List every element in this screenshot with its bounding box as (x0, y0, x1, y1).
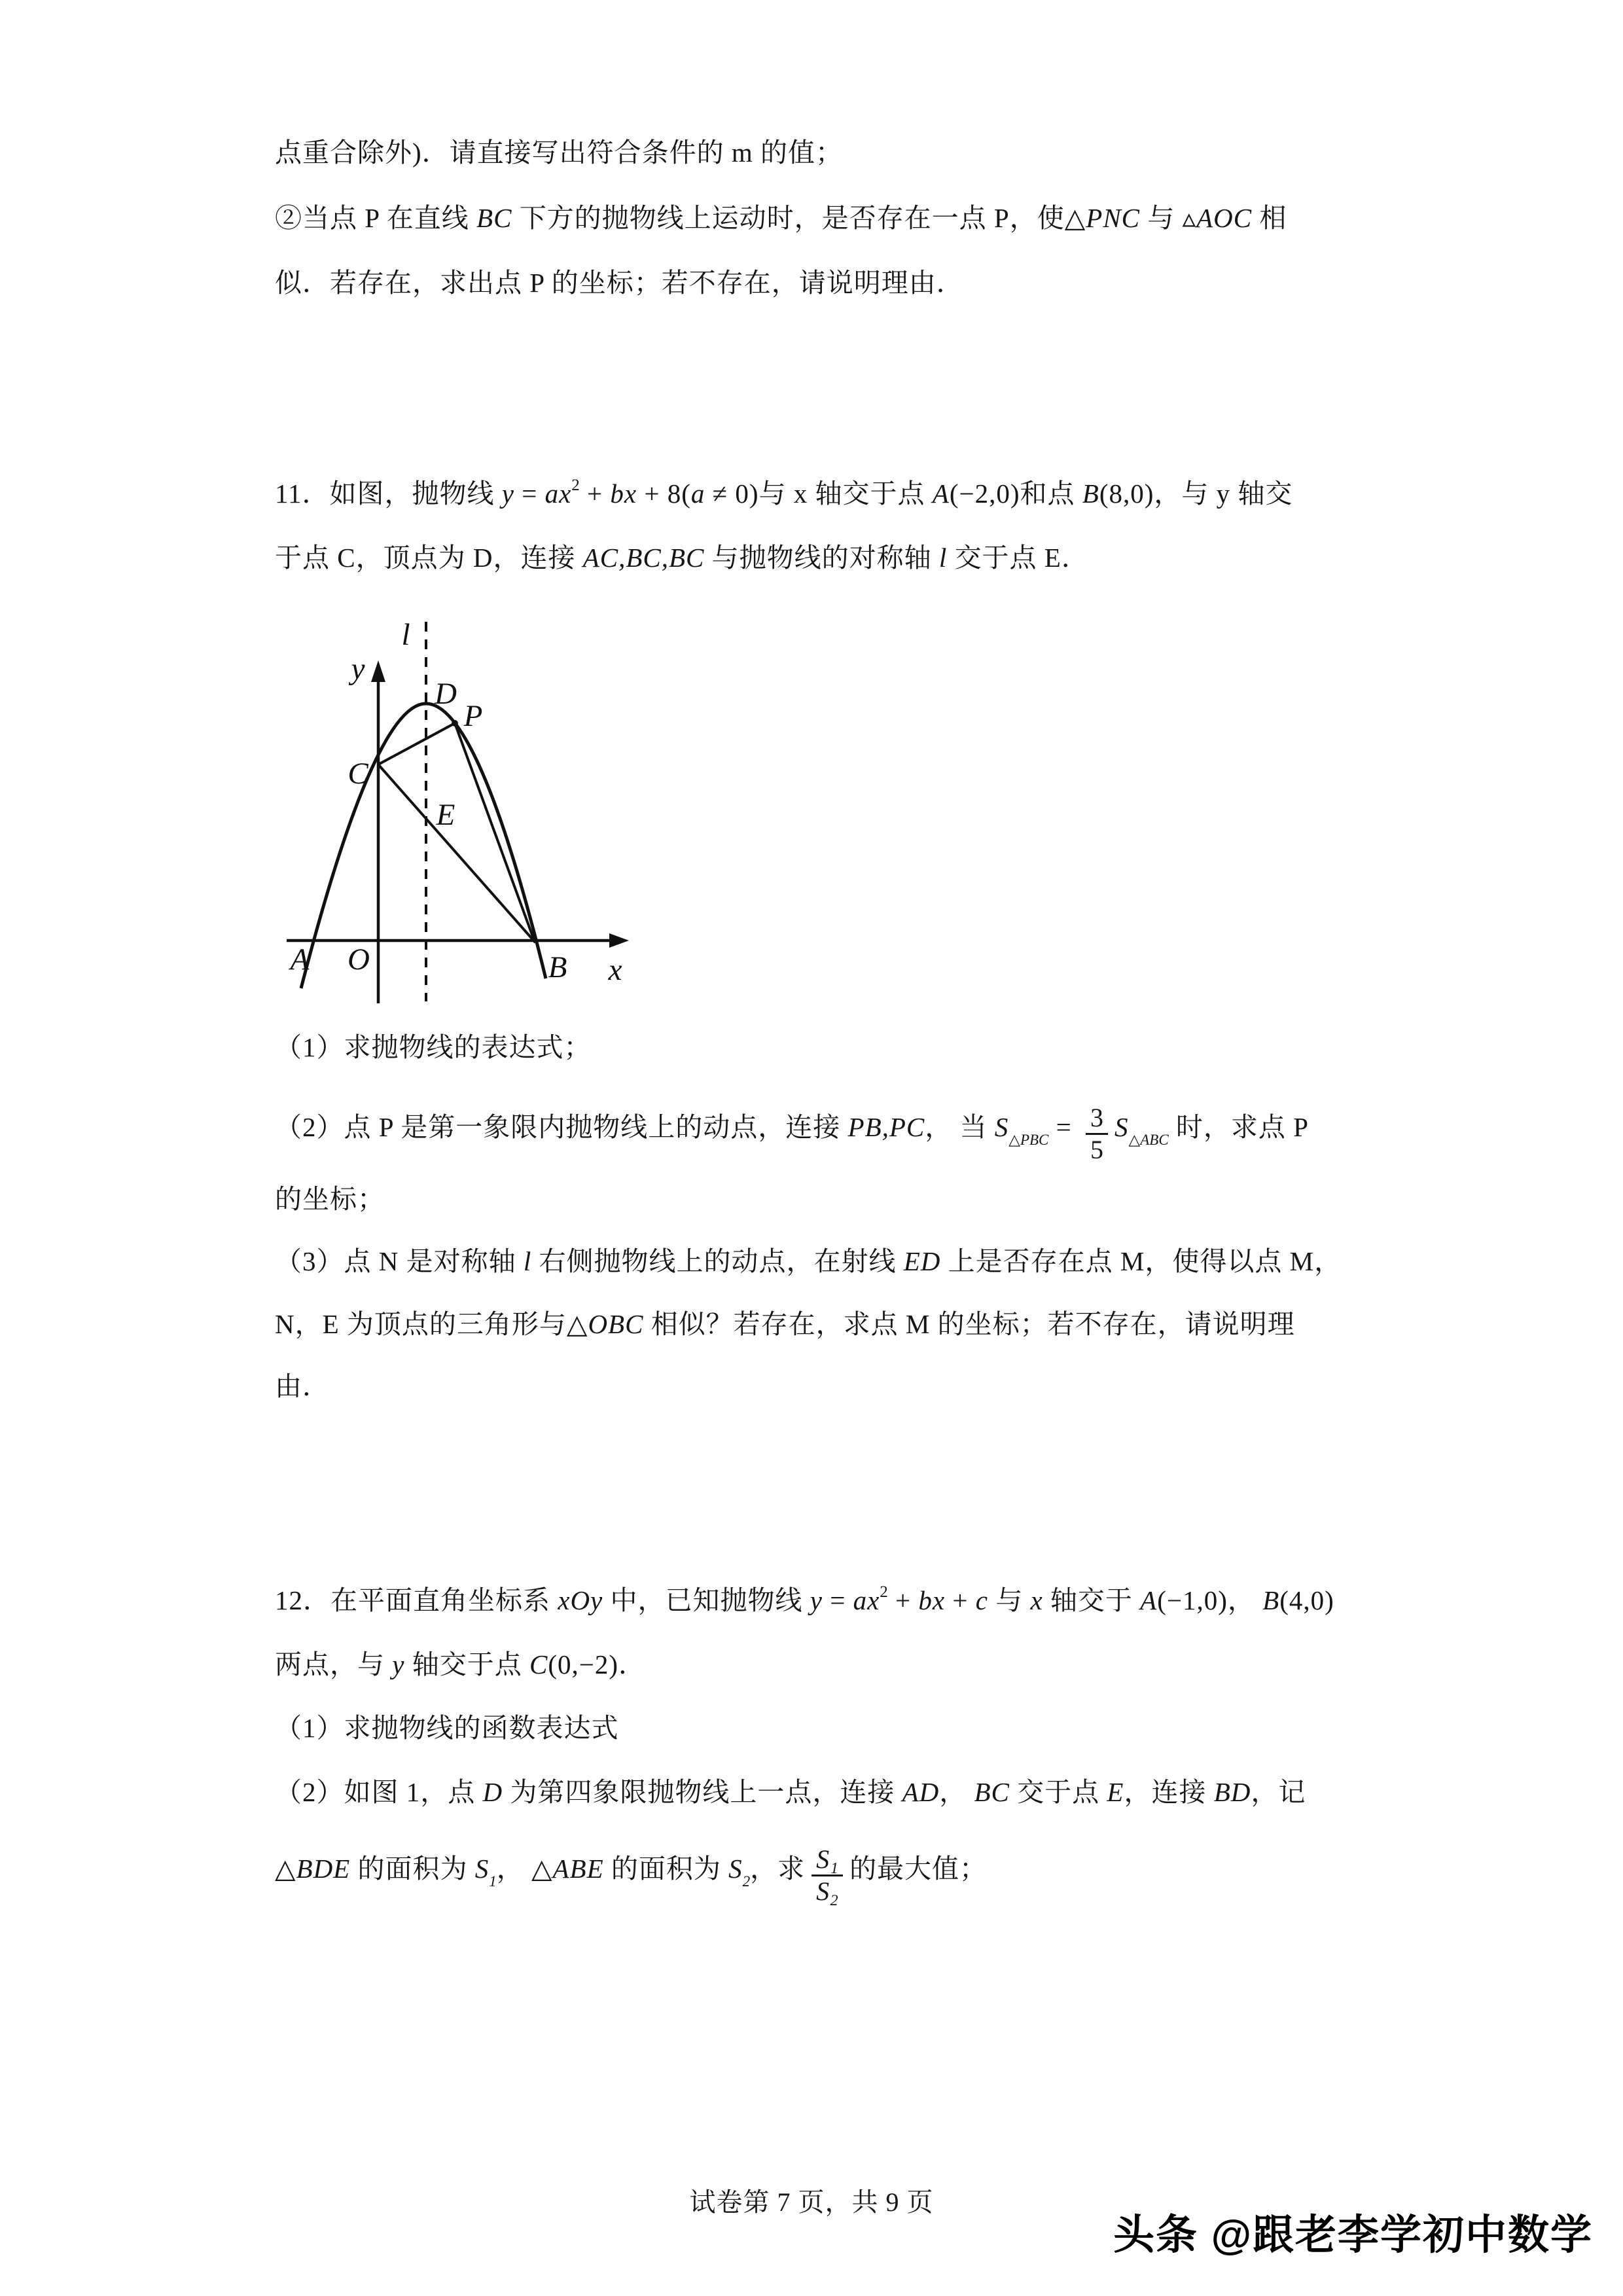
q12-part2-line-1: （2）如图 1，点 D 为第四象限抛物线上一点，连接 AD， BC 交于点 E，连接 BD，记 (275, 1777, 1306, 1807)
x-axis-label: x (608, 953, 622, 987)
q12-stem-line-2: 两点，与 y 轴交于点 C(0,−2)． (275, 1649, 646, 1679)
q11-parabola-figure (275, 605, 632, 1008)
q11-part3-line-1: （3）点 N 是对称轴 l 右侧抛物线上的动点，在射线 ED 上是否存在点 M，使得以点 M， (275, 1246, 1342, 1276)
watermark-text: 头条 @跟老李学初中数学 (1113, 2212, 1593, 2258)
q11-stem-line-2: 于点 C，顶点为 D，连接 AC,BC,BC 与抛物线的对称轴 l 交于点 E． (275, 543, 1089, 573)
q12-part1: （1）求抛物线的函数表达式 (275, 1713, 619, 1743)
q11-part2: （2）点 P 是第一象限内抛物线上的动点，连接 PB,PC， 当 $S_{\triangle PBC}$ = $\frac{3}{5}$ $S_{\triangle ABC}$ 时，求点 P (275, 1103, 1309, 1164)
axis-l-label: l (401, 618, 410, 652)
q11-stem-line-1: 11．如图，抛物线 $y = ax^2$ + bx + 8(a ≠ 0)与 x 轴交于点 A(−2,0)和点 B(8,0)，与 y 轴交 (275, 476, 1293, 509)
point-e-label: E (436, 798, 455, 832)
point-p-label: P (463, 699, 483, 733)
point-d-label: D (435, 677, 457, 711)
q11-part3-line-3: 由． (275, 1371, 330, 1401)
q11-part1: （1）求抛物线的表达式； (275, 1032, 592, 1062)
page-number-footer: 试卷第 7 页，共 9 页 (689, 2187, 934, 2217)
parabola-diagram (275, 605, 632, 1008)
x-axis-arrowhead (609, 933, 629, 948)
point-a-label: A (290, 942, 310, 977)
segment-cp (378, 723, 455, 764)
point-p-dot (452, 720, 458, 726)
origin-label: O (348, 942, 370, 977)
y-axis-label: y (351, 652, 365, 686)
point-b-label: B (548, 950, 567, 984)
prev-problem-line-3: 似．若存在，求出点 P 的坐标；若不存在，请说明理由． (275, 268, 964, 298)
point-c-label: C (348, 757, 368, 791)
parabola-curve (301, 704, 546, 988)
y-axis-arrowhead (371, 660, 385, 682)
segment-pb (455, 723, 535, 942)
prev-problem-line-1: 点重合除外)．请直接写出符合条件的 m 的值； (275, 137, 844, 168)
q11-part3-line-2: N，E 为顶点的三角形与△OBC 相似？若存在，求点 M 的坐标；若不存在，请说明理 (275, 1309, 1295, 1339)
prev-problem-line-2: ②当点 P 在直线 BC 下方的抛物线上运动时，是否存在一点 P，使△PNC 与 ▵AOC 相 (275, 203, 1287, 233)
q11-part2-continued: 的坐标； (275, 1184, 385, 1214)
q12-stem-line-1: 12．在平面直角坐标系 xOy 中，已知抛物线 $y = ax^2$ + bx + c 与 x 轴交于 A(−1,0)， B(4,0) (275, 1583, 1334, 1615)
q12-part2-line-2: △BDE 的面积为 $S_1$， △ABE 的面积为 $S_2$，求 $\frac{\text{S₁}}{\text{S₂}}$ 的最大值； (275, 1844, 988, 1906)
